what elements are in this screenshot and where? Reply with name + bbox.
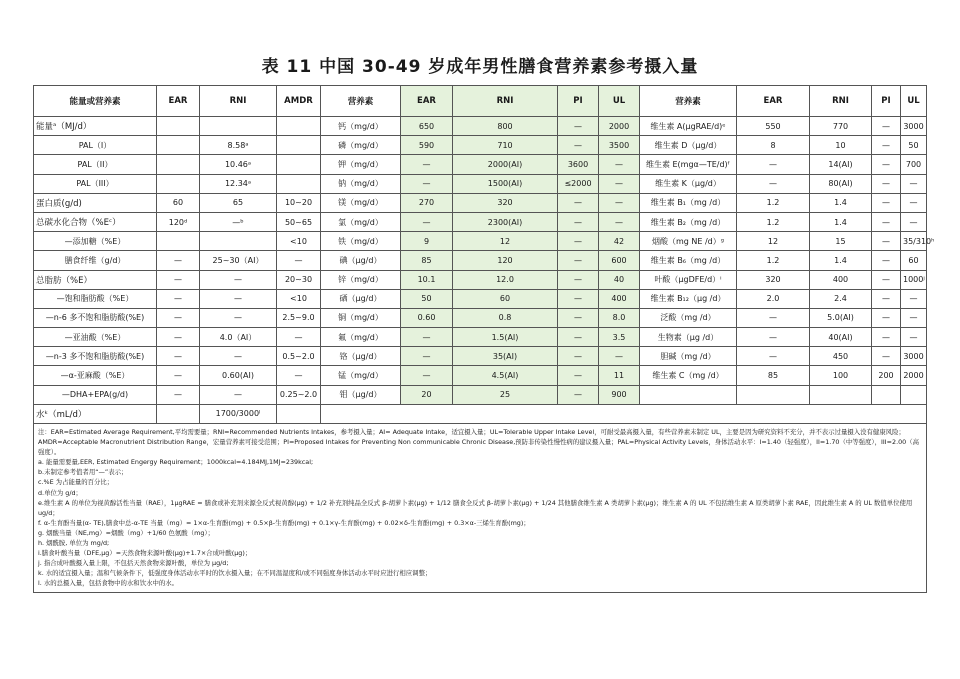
table-cell: 320 <box>737 270 810 289</box>
table-cell: —ᵇ <box>200 212 277 231</box>
table-cell: 800 <box>453 117 558 136</box>
table-cell: 1.4 <box>810 251 872 270</box>
table-cell: 590 <box>401 136 453 155</box>
table-cell: — <box>157 347 200 366</box>
table-cell: 50 <box>401 289 453 308</box>
table-cell: 270 <box>401 193 453 212</box>
footnote: e.维生素 A 的单位为视黄醇活性当量（RAE），1μgRAE = 膳食或补充剂来源全反式视黄醇(μg) + 1/2 补充剂纯品全反式 β-胡萝卜素(μg) + 1/12 膳食全反式 β-胡萝卜素(μg) + 1/24 其他膳食维生素 A 类胡萝卜素(μg)；维生素 A 的 UL 不包括维生素 A 原类胡萝卜素 RAE，因此维生素 A 的 UL 数值单位使用 ug/d； <box>38 498 913 517</box>
table-cell: — <box>200 289 277 308</box>
table-cell: 60 <box>901 251 927 270</box>
table-cell: <10 <box>277 289 321 308</box>
table-cell <box>321 404 927 423</box>
table-cell: 100 <box>810 366 872 385</box>
table-cell: 1500(AI) <box>453 174 558 193</box>
table-cell: — <box>901 289 927 308</box>
table-cell: — <box>157 328 200 347</box>
table-cell <box>157 232 200 251</box>
table-cell: 770 <box>810 117 872 136</box>
footnote: d.单位为 g/d； <box>38 488 82 497</box>
nutrient-name: 铁（mg/d） <box>321 232 401 251</box>
col-header: AMDR <box>277 86 321 117</box>
table-row <box>34 232 927 251</box>
header-row <box>34 86 927 117</box>
table-title: 表 11 中国 30-49 岁成年男性膳食营养素参考摄入量 <box>261 57 699 77</box>
table-cell: — <box>872 155 901 174</box>
table-cell: 10 <box>810 136 872 155</box>
table-cell: 10.46ᵃ <box>200 155 277 174</box>
nutrient-name: 锰（mg/d） <box>321 366 401 385</box>
footnote: 注：EAR=Estimated Average Requirement,平均需要量；RNI=Recommended Nutrients Intakes，参考摄入量；AI= Adequate Intake，适宜摄入量；UL=Tolerable Upper Intake Level，可耐受最高摄入量，有些营养素未制定 UL，主要是因为研究资料不充分，并不表示过量摄入没有健康风险；AMDR=Acceptable Macronutrient Distribution Range，宏量营养素可接受范围；PI=Proposed Intakes for Preventing Non communicable Chronic Disease,预防非传染性慢性病的建议摄入量；PAL=Physical Activity Levels，身体活动水平：I=1.40（轻强度），II=1.70（中等强度），III=2.00（高强度）。 <box>38 428 920 457</box>
table-cell: <10 <box>277 232 321 251</box>
table-cell: — <box>558 212 599 231</box>
table-cell: — <box>401 212 453 231</box>
table-cell: — <box>200 308 277 327</box>
table-cell: 9 <box>401 232 453 251</box>
col-header: EAR <box>737 86 810 117</box>
nutrient-name: 维生素 B₁₂（μg /d） <box>640 289 737 308</box>
col-header: RNI <box>200 86 277 117</box>
nutrient-name: 膳食纤维（g/d） <box>34 251 157 270</box>
nutrient-name: —亚油酸（%E） <box>34 328 157 347</box>
nutrient-name: 钼（μg/d） <box>321 385 401 404</box>
table-cell: 1.2 <box>737 212 810 231</box>
table-cell: — <box>872 136 901 155</box>
table-cell <box>810 385 872 404</box>
table-cell: — <box>737 328 810 347</box>
table-cell: 1000ʲ <box>901 270 927 289</box>
table-cell: 1.2 <box>737 193 810 212</box>
col-header: PI <box>558 86 599 117</box>
table-cell: 710 <box>453 136 558 155</box>
table-cell: 4.0（AI） <box>200 328 277 347</box>
nutrient-name: 钠（mg/d） <box>321 174 401 193</box>
nutrient-name: 叶酸（μgDFE/d）ⁱ <box>640 270 737 289</box>
table-cell: 1.4 <box>810 212 872 231</box>
footnote: f. α-生育酚当量(α- TE),膳食中总-α-TE 当量（mg）= 1×α-生育酚(mg) + 0.5×β-生育酚(mg) + 0.1×γ-生育酚(mg) + 0.02×δ-生育酚(mg) + 0.3×α-三烯生育酚(mg)； <box>38 518 530 527</box>
nutrient-name: 维生素 B₂（mg /d） <box>640 212 737 231</box>
table-cell: — <box>599 155 640 174</box>
nutrient-name: PAL（I） <box>34 136 157 155</box>
table-cell: 40 <box>599 270 640 289</box>
table-cell: — <box>901 308 927 327</box>
table-cell: — <box>157 270 200 289</box>
table-cell: 8.0 <box>599 308 640 327</box>
nutrient-name: 维生素 B₁（mg /d） <box>640 193 737 212</box>
table-cell: — <box>277 251 321 270</box>
nutrient-name: —n-3 多不饱和脂肪酸(%E) <box>34 347 157 366</box>
table-row <box>34 385 927 404</box>
col-header: 营养素 <box>640 86 737 117</box>
nutrient-name: 碘（μg/d） <box>321 251 401 270</box>
nutrient-name: 总碳水化合物（%Eᶜ） <box>34 212 157 231</box>
table-cell: 12.0 <box>453 270 558 289</box>
footnotes <box>34 424 927 593</box>
table-row <box>34 270 927 289</box>
col-header: RNI <box>453 86 558 117</box>
table-cell <box>200 117 277 136</box>
table-cell <box>157 155 200 174</box>
table-cell: 320 <box>453 193 558 212</box>
table-row <box>34 328 927 347</box>
table-cell: 0.8 <box>453 308 558 327</box>
table-cell: — <box>558 117 599 136</box>
table-cell <box>157 404 200 423</box>
nutrient-name: 钾（mg/d） <box>321 155 401 174</box>
table-cell: 400 <box>599 289 640 308</box>
table-cell: — <box>558 328 599 347</box>
table-row <box>34 308 927 327</box>
table-cell: — <box>872 308 901 327</box>
table-cell: — <box>901 328 927 347</box>
nutrient-name: 钙（mg/d） <box>321 117 401 136</box>
footnote: k. 水的适宜摄入量；温和气候条件下，低强度身体活动水平时的饮水摄入量；在不同温湿度和/或不同强度身体活动水平时应进行相应调整； <box>38 569 432 578</box>
table-cell: — <box>157 251 200 270</box>
table-cell: 80(AI) <box>810 174 872 193</box>
table-row <box>34 193 927 212</box>
table-cell: 40(AI) <box>810 328 872 347</box>
table-cell: — <box>157 385 200 404</box>
table-cell: 85 <box>737 366 810 385</box>
table-cell: 3.5 <box>599 328 640 347</box>
table-cell: — <box>558 136 599 155</box>
table-cell: 1.4 <box>810 193 872 212</box>
table-cell: 2000(AI) <box>453 155 558 174</box>
nutrient-name: 铜（mg/d） <box>321 308 401 327</box>
table-cell <box>157 174 200 193</box>
table-cell: — <box>558 193 599 212</box>
table-row <box>34 366 927 385</box>
table-cell: — <box>737 155 810 174</box>
table-cell: 35/310ʰ <box>901 232 927 251</box>
table-cell: 450 <box>810 347 872 366</box>
table-cell: 12 <box>453 232 558 251</box>
table-cell: — <box>558 347 599 366</box>
table-row <box>34 347 927 366</box>
table-cell: — <box>401 347 453 366</box>
table-cell: — <box>558 270 599 289</box>
table-cell: — <box>901 212 927 231</box>
nutrient-name: 维生素 A(μgRAE/d)ᵉ <box>640 117 737 136</box>
table-cell: 2300(AI) <box>453 212 558 231</box>
table-cell: 25~30（AI） <box>200 251 277 270</box>
table-cell: 42 <box>599 232 640 251</box>
footnote: b.未制定参考值者用“—”表示； <box>38 468 128 477</box>
footnote: i.膳食叶酸当量（DFE,μg）=天然食物来源叶酸(μg)+1.7×合成叶酸(μg)； <box>38 549 252 558</box>
table-cell: — <box>872 232 901 251</box>
nutrient-name: 铬（μg/d） <box>321 347 401 366</box>
table-cell: — <box>558 366 599 385</box>
table-cell: — <box>872 328 901 347</box>
nutrient-name: 维生素 D（μg/d） <box>640 136 737 155</box>
nutrient-name: 氟（mg/d） <box>321 328 401 347</box>
water-value: 1700/3000ˡ <box>200 404 277 423</box>
nutrient-name: —α-亚麻酸（%E） <box>34 366 157 385</box>
table-cell: — <box>737 308 810 327</box>
nutrient-name: 胆碱（mg /d） <box>640 347 737 366</box>
nutrient-name: 锌（mg/d） <box>321 270 401 289</box>
table-cell: — <box>599 193 640 212</box>
table-cell: — <box>277 366 321 385</box>
table-cell: — <box>558 232 599 251</box>
table-cell: 400 <box>810 270 872 289</box>
table-cell: 0.60 <box>401 308 453 327</box>
table-cell <box>737 385 810 404</box>
footnote: h. 烟酰胺, 单位为 mg/d; <box>38 539 110 548</box>
table-cell: 650 <box>401 117 453 136</box>
table-cell: — <box>401 174 453 193</box>
table-cell: 2.0 <box>737 289 810 308</box>
nutrient-name: 硒（μg/d） <box>321 289 401 308</box>
table-cell: 1.5(AI) <box>453 328 558 347</box>
nutrient-name: 维生素 C（mg /d） <box>640 366 737 385</box>
table-cell: 85 <box>401 251 453 270</box>
water-label: 水ᵏ（mL/d） <box>34 404 157 423</box>
col-header: RNI <box>810 86 872 117</box>
col-header: PI <box>872 86 901 117</box>
table-cell: 20 <box>401 385 453 404</box>
nutrient-name: 泛酸（mg /d） <box>640 308 737 327</box>
table-cell: — <box>157 289 200 308</box>
table-cell: — <box>277 328 321 347</box>
table-cell: — <box>558 308 599 327</box>
table-cell: — <box>599 212 640 231</box>
table-cell: — <box>737 347 810 366</box>
table-cell: 600 <box>599 251 640 270</box>
nutrient-name: 总脂肪（%E） <box>34 270 157 289</box>
table-cell: 2.5~9.0 <box>277 308 321 327</box>
table-cell: — <box>599 174 640 193</box>
footnote: g. 烟酸当量（NE,mg）=烟酸（mg）+1/60 色氨酸（mg）； <box>38 528 214 537</box>
nutrient-name: PAL（III） <box>34 174 157 193</box>
table-cell: 35(AI) <box>453 347 558 366</box>
table-cell: 2000 <box>599 117 640 136</box>
table-cell: — <box>872 193 901 212</box>
nutrient-name: 维生素 B₆（mg /d） <box>640 251 737 270</box>
nutrient-name <box>640 385 737 404</box>
table-row <box>34 289 927 308</box>
table-cell: 2.4 <box>810 289 872 308</box>
table-cell: — <box>558 385 599 404</box>
footnote: c.%E 为占能量的百分比； <box>38 478 114 487</box>
table-row <box>34 117 927 136</box>
nutrient-name: —添加糖（%E） <box>34 232 157 251</box>
table-cell: 11 <box>599 366 640 385</box>
water-row <box>34 404 927 423</box>
table-cell: 3000 <box>901 347 927 366</box>
table-cell: 12.34ᵃ <box>200 174 277 193</box>
table-cell: — <box>872 347 901 366</box>
col-header: EAR <box>401 86 453 117</box>
col-header: 能量或营养素 <box>34 86 157 117</box>
table-cell <box>277 174 321 193</box>
footnote: a. 能量需要量,EER, Estimated Engergy Requirement；1000kcal=4.184MJ,1MJ=239kcal; <box>38 458 314 467</box>
table-cell: 120ᵈ <box>157 212 200 231</box>
nutrient-name: 生物素（μg /d） <box>640 328 737 347</box>
table-cell <box>277 155 321 174</box>
footnote: j. 指合成叶酸摄入量上限，不包括天然食物来源叶酸，单位为 μg/d; <box>38 559 229 568</box>
table-cell: 0.5~2.0 <box>277 347 321 366</box>
table-cell: — <box>872 212 901 231</box>
footnote: l. 水的总摄入量，包括食物中的水和饮水中的水。 <box>38 579 179 588</box>
nutrient-name: 氯（mg/d） <box>321 212 401 231</box>
table-cell: — <box>157 366 200 385</box>
table-cell <box>872 385 901 404</box>
table-cell: 120 <box>453 251 558 270</box>
table-cell: 50~65 <box>277 212 321 231</box>
nutrient-name: 维生素 K（μg/d） <box>640 174 737 193</box>
table-cell: 3500 <box>599 136 640 155</box>
table-cell: — <box>872 174 901 193</box>
table-cell: — <box>200 347 277 366</box>
table-cell: 5.0(AI) <box>810 308 872 327</box>
table-cell: — <box>872 289 901 308</box>
table-cell: 4.5(AI) <box>453 366 558 385</box>
table-cell: 65 <box>200 193 277 212</box>
table-cell <box>277 404 321 423</box>
table-cell <box>157 136 200 155</box>
table-cell: 550 <box>737 117 810 136</box>
nutrient-name: 磷（mg/d） <box>321 136 401 155</box>
nutrient-name: 镁（mg/d） <box>321 193 401 212</box>
nutrient-name: 能量ᵃ（MJ/d） <box>34 117 157 136</box>
table-cell: — <box>558 251 599 270</box>
table-cell: 25 <box>453 385 558 404</box>
nutrient-name: 维生素 E(mgα—TE/d)ᶠ <box>640 155 737 174</box>
col-header: UL <box>599 86 640 117</box>
nutrient-name: 烟酸（mg NE /d）ᵍ <box>640 232 737 251</box>
table-cell: 0.60(AI) <box>200 366 277 385</box>
dri-table <box>33 85 935 593</box>
table-row <box>34 174 927 193</box>
table-cell: 15 <box>810 232 872 251</box>
table-cell: 700 <box>901 155 927 174</box>
col-header: EAR <box>157 86 200 117</box>
table-cell <box>200 232 277 251</box>
table-cell: 50 <box>901 136 927 155</box>
table-cell: 1.2 <box>737 251 810 270</box>
table-cell: ≤2000 <box>558 174 599 193</box>
nutrient-name: —n-6 多不饱和脂肪酸(%E) <box>34 308 157 327</box>
table-cell: — <box>200 270 277 289</box>
table-cell: 900 <box>599 385 640 404</box>
table-cell: 60 <box>157 193 200 212</box>
table-cell: 60 <box>453 289 558 308</box>
nutrient-name: 蛋白质(g/d) <box>34 193 157 212</box>
table-row <box>34 212 927 231</box>
table-cell: 3600 <box>558 155 599 174</box>
table-cell: — <box>200 385 277 404</box>
table-cell: — <box>599 347 640 366</box>
table-cell: — <box>872 270 901 289</box>
table-cell: — <box>872 251 901 270</box>
table-cell: — <box>901 174 927 193</box>
table-cell: 10.1 <box>401 270 453 289</box>
table-cell: 14(AI) <box>810 155 872 174</box>
table-row <box>34 136 927 155</box>
table-row <box>34 251 927 270</box>
notes-row <box>34 424 927 593</box>
table-cell: 8.58ᵃ <box>200 136 277 155</box>
table-cell: 3000 <box>901 117 927 136</box>
table-cell: 2000 <box>901 366 927 385</box>
table-cell: — <box>737 174 810 193</box>
table-cell <box>157 117 200 136</box>
nutrient-name: —DHA+EPA(g/d) <box>34 385 157 404</box>
table-cell: — <box>401 155 453 174</box>
table-cell: — <box>872 117 901 136</box>
table-cell: 10~20 <box>277 193 321 212</box>
col-header: 营养素 <box>321 86 401 117</box>
table-cell <box>277 117 321 136</box>
table-cell <box>277 136 321 155</box>
table-cell: 0.25~2.0 <box>277 385 321 404</box>
table-cell: — <box>558 289 599 308</box>
nutrient-name: —饱和脂肪酸（%E） <box>34 289 157 308</box>
table-cell: — <box>157 308 200 327</box>
table-cell <box>901 385 927 404</box>
nutrient-name: PAL（II） <box>34 155 157 174</box>
table-cell: 12 <box>737 232 810 251</box>
table-cell: — <box>401 328 453 347</box>
table-cell: — <box>901 193 927 212</box>
col-header: UL <box>901 86 927 117</box>
table-cell: 20~30 <box>277 270 321 289</box>
table-cell: 200 <box>872 366 901 385</box>
table-cell: — <box>401 366 453 385</box>
table-row <box>34 155 927 174</box>
table-cell: 8 <box>737 136 810 155</box>
